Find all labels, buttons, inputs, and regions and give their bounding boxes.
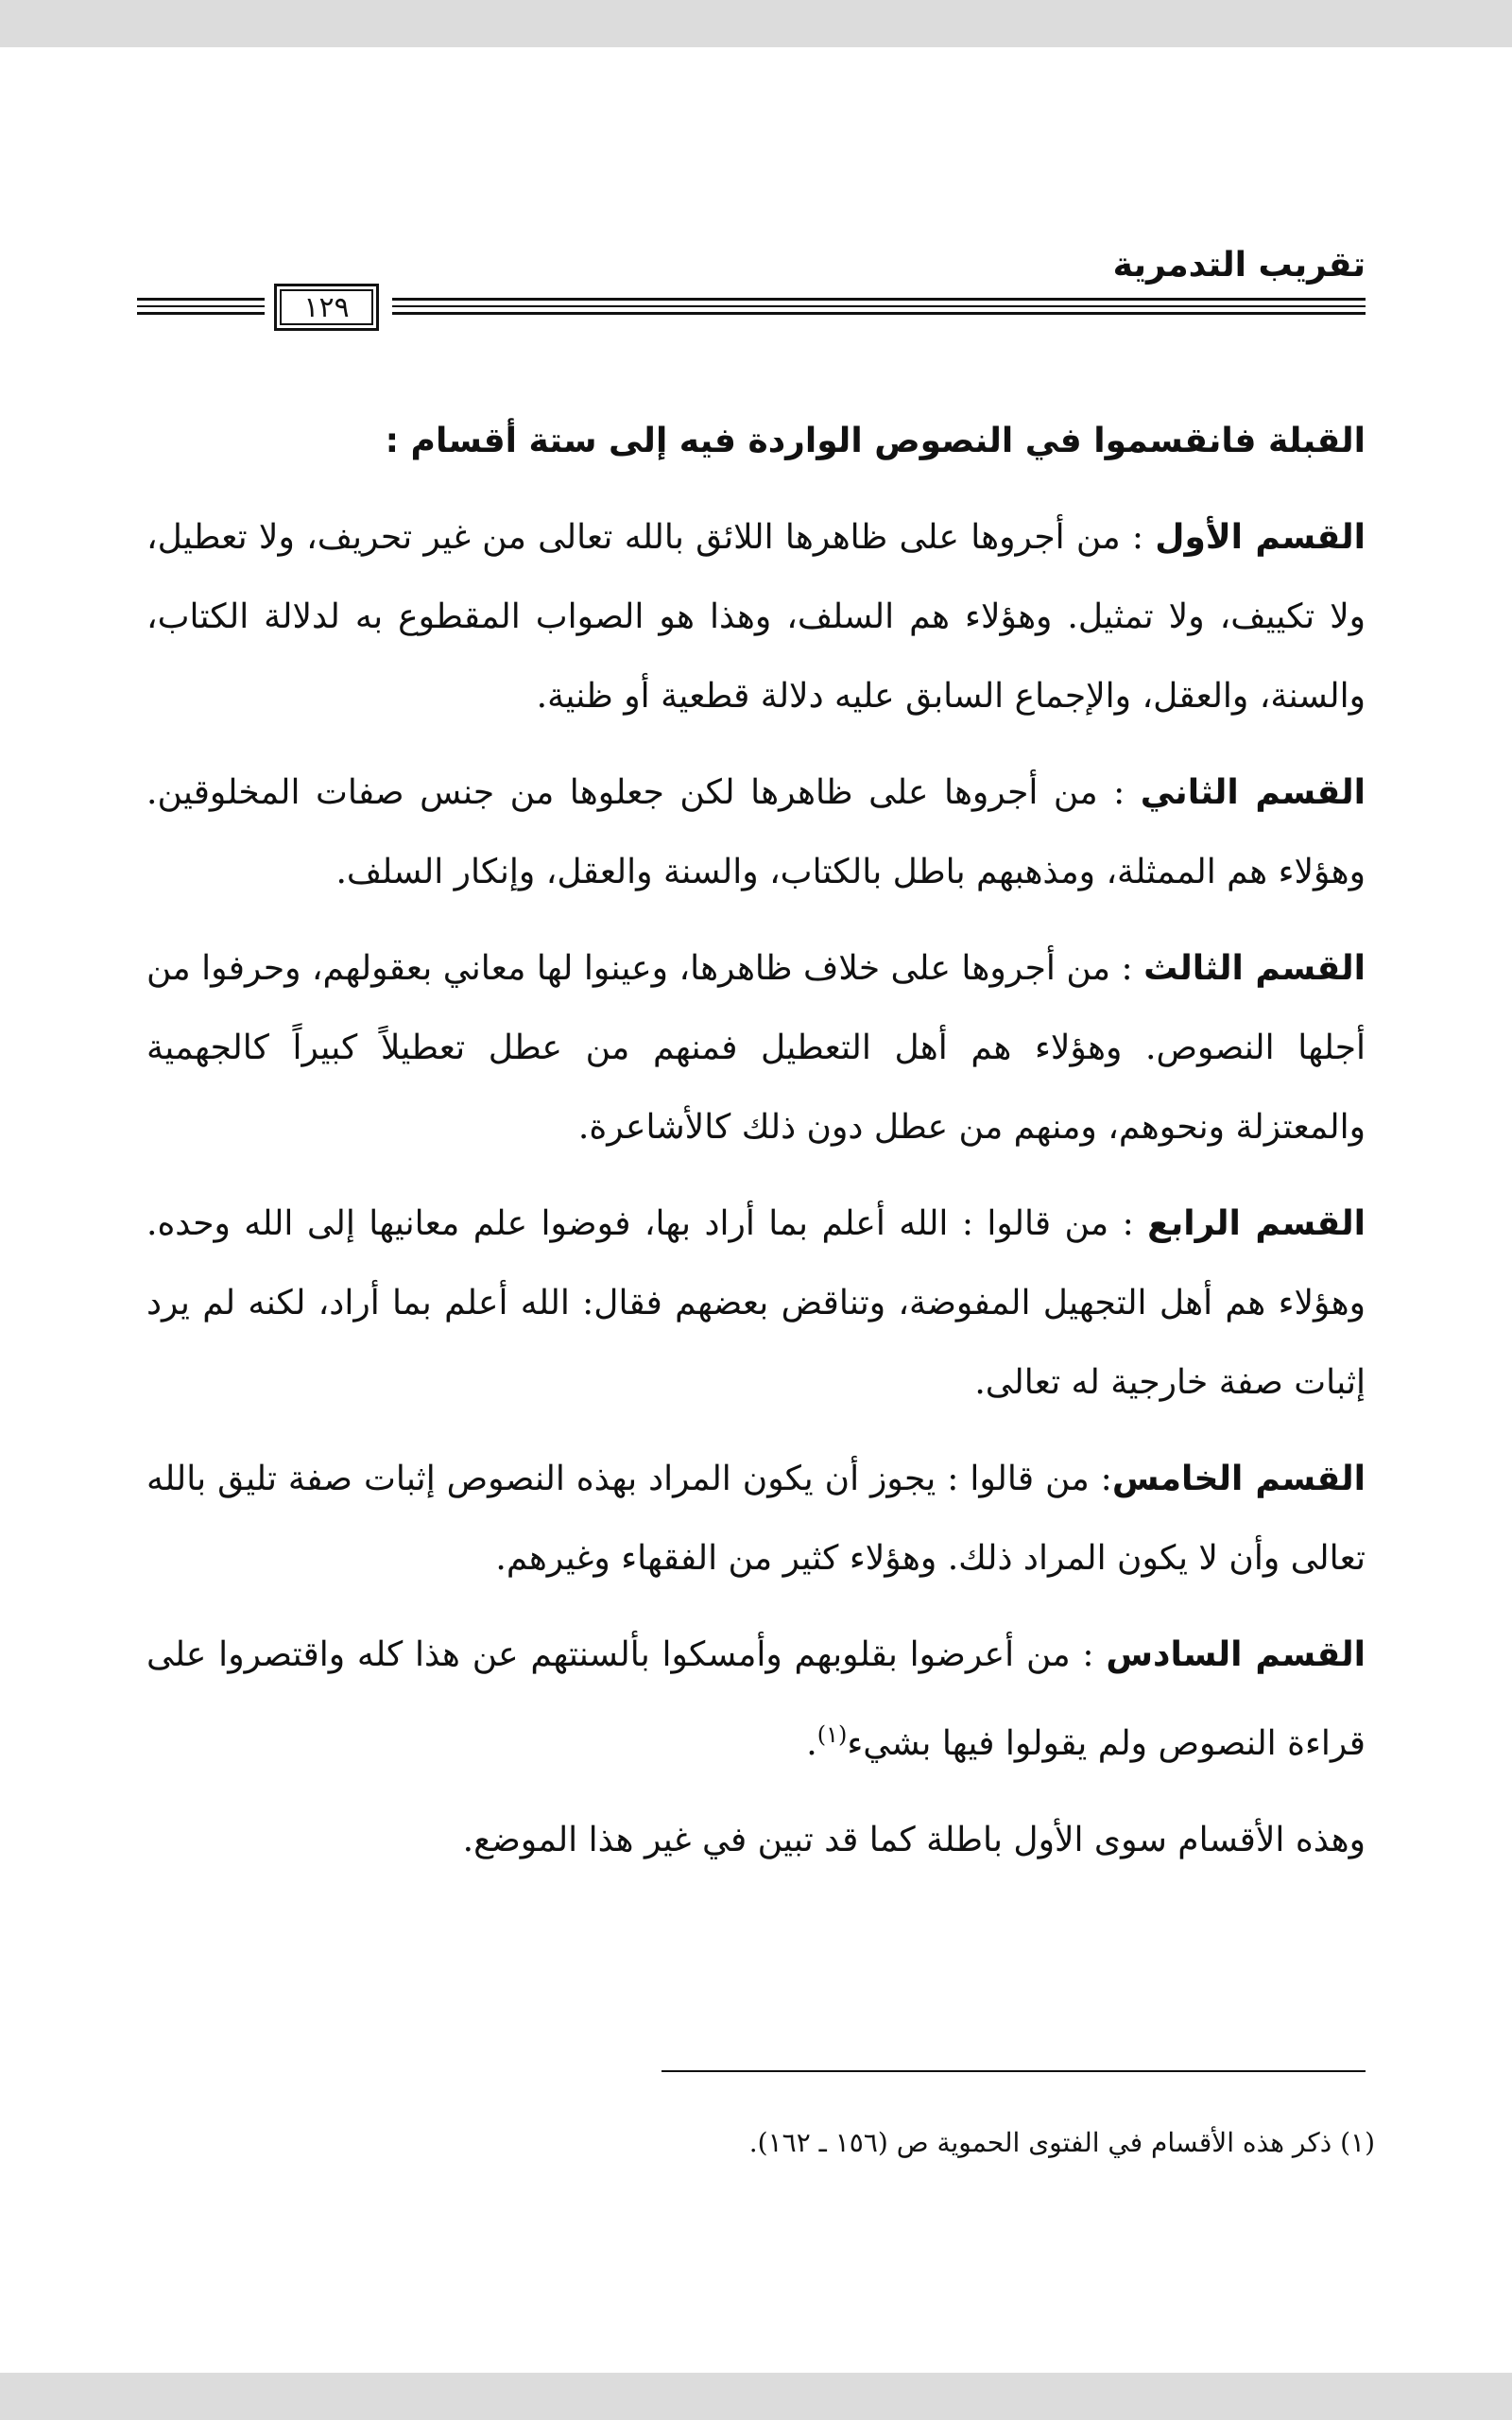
section-paragraph [146, 1616, 1366, 1784]
footnote-divider [662, 2070, 1366, 2072]
section-paragraph [146, 753, 1366, 912]
section-text: : من أجروها على خلاف ظاهرها، وعينوا لها معاني بعقولهم، وحرفوا من أجلها النصوص. وهؤلاء هم أهل التعطيل فمنهم من عطل تعطيلاً كبيراً كالجهمية والمعتزلة ونحوهم، ومنهم من عطل دون ذلك كالأشاعرة. [146, 949, 1366, 1147]
section-paragraph [146, 929, 1366, 1167]
header-rule [392, 312, 1366, 315]
section-term: القسم الثالث [1143, 949, 1366, 988]
intro-paragraph: القبلة فانقسموا في النصوص الواردة فيه إلى ستة أقسام : [385, 422, 1366, 460]
body-text [146, 402, 1366, 1897]
section-text: : من قالوا : الله أعلم بما أراد بها، فوضوا علم معانيها إلى الله وحده. وهؤلاء هم أهل التجهيل المفوضة، وتناقض بعضهم فقال: الله أعلم بما أراد، لكنه لم يرد إثبات صفة خارجية له تعالى. [146, 1204, 1366, 1402]
section-term: القسم الأول [1155, 518, 1366, 557]
footnote: (١) ذكر هذه الأقسام في الفتوى الحموية ص (١٥٦ ـ ١٦٢). [748, 2127, 1375, 2158]
closing-paragraph: وهذه الأقسام سوى الأول باطلة كما قد تبين في غير هذا الموضع. [462, 1821, 1366, 1859]
running-title: تقريب التدمرية [1112, 246, 1366, 285]
header-rule [137, 298, 265, 301]
page-header [137, 194, 1366, 336]
section-text: : من أجروها على ظاهرها اللائق بالله تعالى من غير تحريف، ولا تعطيل، ولا تكييف، ولا تمثيل. وهؤلاء هم السلف، وهذا هو الصواب المقطوع به لدلالة الكتاب، والسنة، والعقل، والإجماع السابق عليه دلالة قطعية أو ظنية. [146, 518, 1366, 716]
footnote-ref: (١) [816, 1721, 848, 1748]
section-term: القسم الرابع [1147, 1204, 1366, 1243]
section-term: القسم الخامس [1111, 1460, 1366, 1498]
header-rule [137, 305, 265, 307]
section-paragraph [146, 1184, 1366, 1423]
section-text: : من قالوا : يجوز أن يكون المراد بهذه النصوص إثبات صفة تليق بالله تعالى وأن لا يكون المراد ذلك. وهؤلاء كثير من الفقهاء وغيرهم. [146, 1460, 1366, 1578]
header-rule [392, 305, 1366, 307]
section-term: القسم السادس [1106, 1635, 1366, 1674]
section-end: . [806, 1724, 817, 1763]
header-rule [392, 298, 1366, 301]
section-text: : من أجروها على ظاهرها لكن جعلوها من جنس صفات المخلوقين. وهؤلاء هم الممثلة، ومذهبهم باطل بالكتاب، والسنة والعقل، وإنكار السلف. [146, 773, 1366, 891]
section-paragraph [146, 1440, 1366, 1599]
page-number: ١٢٩ [274, 284, 379, 331]
section-term: القسم الثاني [1140, 773, 1366, 812]
header-rule [137, 312, 265, 315]
section-paragraph [146, 498, 1366, 736]
section-text: : من أعرضوا بقلوبهم وأمسكوا بألسنتهم عن هذا كله واقتصروا على قراءة النصوص ولم يقولوا فيها بشيء [146, 1635, 1366, 1763]
